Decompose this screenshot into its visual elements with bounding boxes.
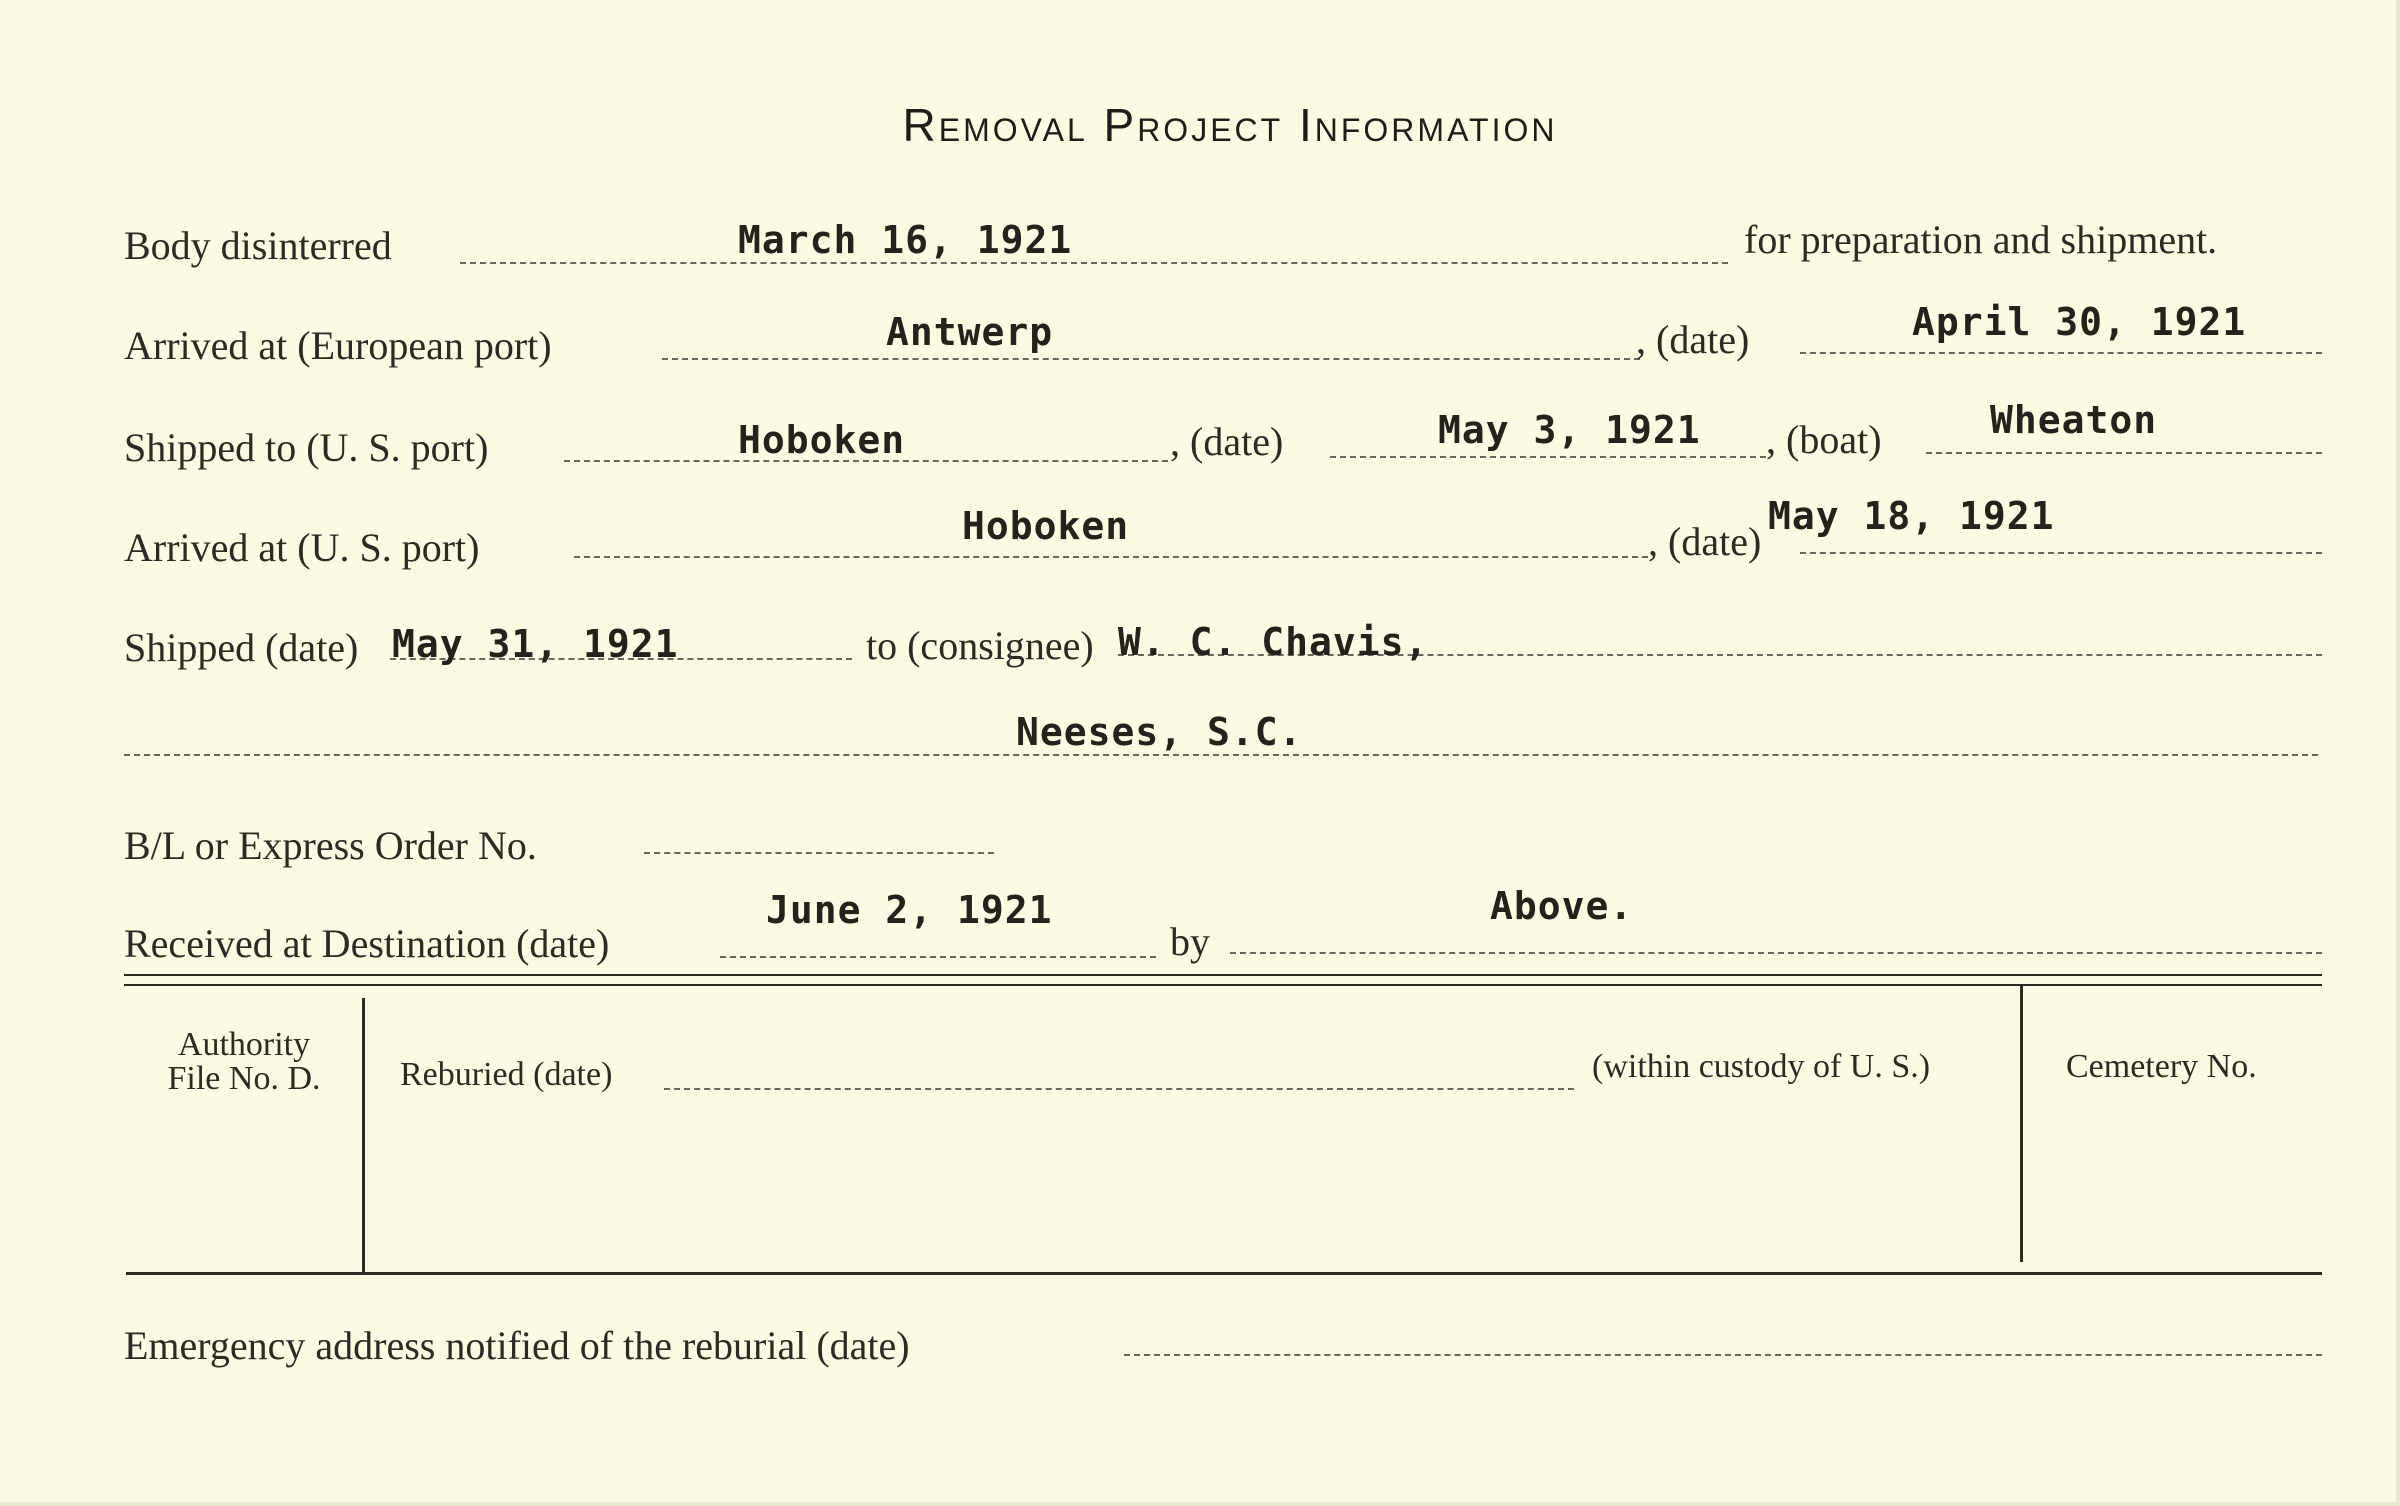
shipped-us-boat-value: Wheaton [1990,398,2158,442]
consignee-label: to (consignee) [866,623,1094,668]
authority-file-header [138,1028,350,1096]
received-by-line [1230,952,2322,954]
consignee-address-line [124,754,2318,756]
body-disinterred-label: Body disinterred [124,223,392,268]
card-title: Removal Project Information [902,99,1558,151]
received-date-line [720,956,1156,958]
arrived-european-label: Arrived at (European port) [124,323,552,368]
body-disinterred-line [460,262,1728,264]
shipment-suffix-label: for preparation and shipment. [1744,217,2218,262]
arrived-us-date-value: May 18, 1921 [1768,494,2055,538]
emergency-date-line [1124,1354,2322,1356]
received-label: Received at Destination (date) [124,921,610,966]
arrived-us-port-line [574,556,1648,558]
custody-label: (within custody of U. S.) [1592,1048,1931,1085]
double-rule-bottom [124,984,2322,986]
consignee-value: W. C. Chavis, [1118,620,1429,664]
received-by-value: Above. [1490,884,1634,928]
arrived-european-port-line [662,358,1640,360]
table-divider-left [362,998,365,1272]
shipped-us-port-value: Hoboken [738,418,906,462]
arrived-us-date-label: , (date) [1648,519,1762,564]
shipped-date-value: May 31, 1921 [392,622,679,666]
shipped-us-date-line [1330,456,1766,458]
double-rule-top [124,974,2322,976]
table-bottom-rule [126,1272,2322,1275]
shipped-date-label: Shipped (date) [124,625,359,670]
bl-order-label: B/L or Express Order No. [124,823,537,868]
body-disinterred-value: March 16, 1921 [738,218,1073,262]
shipped-us-boat-label: , (boat) [1766,417,1882,462]
received-date-value: June 2, 1921 [766,888,1053,932]
received-by-label: by [1170,919,1210,964]
shipped-us-port-label: Shipped to (U. S. port) [124,425,489,470]
emergency-label: Emergency address notified of the reburial (date) [124,1323,910,1368]
arrived-european-port-value: Antwerp [886,310,1054,354]
cemetery-no-label: Cemetery No. [2066,1048,2257,1085]
shipped-us-date-label: , (date) [1170,419,1284,464]
consignee-address-value: Neeses, S.C. [1016,710,1303,754]
arrived-us-date-line [1800,552,2322,554]
reburied-date-line [664,1088,1574,1090]
arrived-us-port-label: Arrived at (U. S. port) [124,525,480,570]
table-divider-right [2020,986,2023,1262]
shipped-us-date-value: May 3, 1921 [1438,408,1701,452]
bl-order-line [644,852,994,854]
reburied-label: Reburied (date) [400,1056,613,1093]
shipped-us-boat-line [1926,452,2322,454]
authority-line-2: File No. D. [167,1060,321,1097]
authority-line-1: Authority [177,1026,311,1063]
arrived-us-port-value: Hoboken [962,504,1130,548]
arrived-european-date-line [1800,352,2322,354]
arrived-european-date-value: April 30, 1921 [1912,300,2247,344]
arrived-european-date-label: , (date) [1636,317,1750,362]
